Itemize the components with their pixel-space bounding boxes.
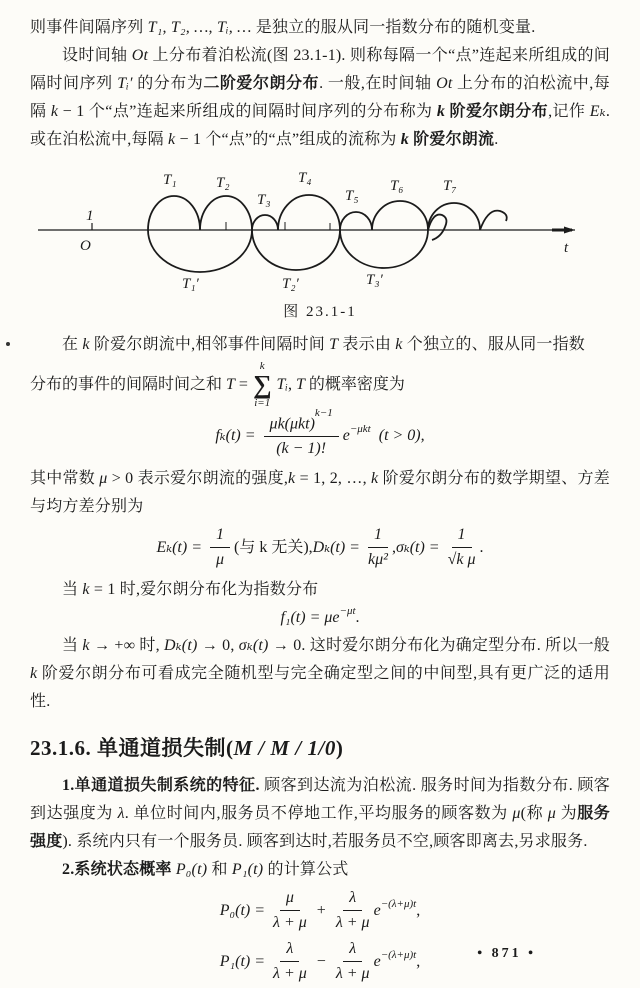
fk-numerator: μk(μkt) bbox=[269, 415, 315, 433]
p1-fraction-1 bbox=[273, 939, 307, 984]
paragraph-loss-system-features: 1.单通道损失制系统的特征. 顾客到达流为泊松流. 服务时间为指数分布. 顾客到达强度为 λ. 单位时间内,服务员不停地工作,平均服务的顾客数为 μ(称 μ 为服务强度). 系统内只有一个服务员. 顾客到达时,若服务员不空,顾客即离去,另求服务. bbox=[30, 777, 610, 851]
paragraph-erlang-flow: 在 k 阶爱尔朗流中,相邻事件间隔时间 T 表示由 k 个独立的、服从同一指数 bbox=[62, 336, 585, 353]
arc-label-t1: T₁ bbox=[163, 172, 177, 188]
p1-lhs: P₁(t) = bbox=[219, 952, 266, 970]
sum-lower-limit: i=1 bbox=[254, 397, 271, 409]
f1-exponent: −μt bbox=[339, 605, 356, 618]
p0-num-1: μ bbox=[280, 888, 300, 911]
p0-e-base: e bbox=[373, 901, 381, 919]
arc-label-t5: T₅ bbox=[345, 188, 359, 204]
p1-e-base: e bbox=[373, 952, 381, 970]
arc-label-t3p: T₃′ bbox=[366, 272, 383, 288]
arc-label-t7: T₇ bbox=[443, 178, 457, 194]
ek-lhs: Eₖ(t) = bbox=[156, 538, 202, 556]
sum-line-prefix: 分布的事件的间隔时间之和 T = bbox=[30, 376, 248, 393]
formula-erlang-density bbox=[30, 407, 610, 459]
scan-speck bbox=[6, 342, 10, 346]
p0-comma: , bbox=[416, 901, 421, 919]
axis-tick-label: 1 bbox=[86, 208, 94, 224]
paragraph-k-infinity: 当 k → +∞ 时, Dₖ(t) → 0, σₖ(t) → 0. 这时爱尔朗分布化为确定型分布. 所以一般 k 阶爱尔朗分布可看成完全随机型与完全确定型之间的中间型,具有更广泛的适用性. bbox=[30, 637, 610, 711]
p1-e-exponent: −(λ+μ)t bbox=[380, 948, 417, 961]
paragraph-k-equals-1: 当 k = 1 时,爱尔朗分布化为指数分布 bbox=[62, 581, 319, 599]
fk-e-base: e bbox=[342, 427, 350, 445]
dk-numerator: 1 bbox=[368, 525, 388, 548]
fk-fraction bbox=[264, 407, 339, 459]
axis-label-t: t bbox=[564, 240, 569, 256]
p1-den-1: λ + μ bbox=[273, 965, 307, 983]
arc-label-t1p: T₁′ bbox=[182, 276, 199, 292]
dk-denominator: kμ² bbox=[368, 551, 388, 569]
p1-den-2: λ + μ bbox=[335, 965, 370, 983]
f1-lhs: f₁(t) = μe bbox=[280, 609, 340, 627]
axis-arrowhead bbox=[564, 227, 575, 234]
sigmak-numerator: 1 bbox=[452, 525, 472, 548]
sum-upper-limit: k bbox=[259, 360, 265, 372]
ek-numerator: 1 bbox=[210, 525, 230, 548]
paragraph-erlang-definition: 设时间轴 Ot 上分布着泊松流(图 23.1-1). 则称每隔一个“点”连起来所组成的间隔时间序列 Tᵢ′ 的分布为二阶爱尔朗分布. 一般,在时间轴 Ot 上分布的泊松流中,每隔 k − 1 个“点”连起来所组成的间隔时间序列的分布称为 k 阶爱尔朗分布,记作 Eₖ. 或在泊松流中,每隔 k − 1 个“点”的“点”组成的流称为 k 阶爱尔朗流. bbox=[30, 47, 611, 148]
p1-minus-operator: − bbox=[316, 952, 326, 970]
upper-interval-arcs bbox=[148, 195, 507, 230]
formula-moments bbox=[30, 525, 610, 570]
ek-fraction bbox=[210, 525, 230, 570]
paragraph-mu-intensity: 其中常数 μ > 0 表示爱尔朗流的强度,k = 1, 2, …, k 阶爱尔朗分布的数学期望、方差与均方差分别为 bbox=[30, 470, 610, 516]
p0-den-1: λ + μ bbox=[273, 914, 307, 932]
moments-separator: , bbox=[391, 538, 396, 556]
paragraph-intervals: 则事件间隔序列 T₁, T₂, …, Tᵢ, … 是独立的服从同一指数分布的随机变量. bbox=[30, 19, 536, 36]
fk-lhs: fₖ(t) = bbox=[215, 427, 256, 445]
moments-period: . bbox=[479, 538, 484, 556]
figure-caption: 图 23.1-1 bbox=[283, 304, 357, 320]
f1-period: . bbox=[355, 609, 360, 627]
sigmak-denominator: √k μ bbox=[447, 551, 476, 569]
arc-label-t3: T₃ bbox=[257, 192, 271, 208]
p1-num-2: λ bbox=[343, 939, 362, 962]
arc-label-t4: T₄ bbox=[298, 170, 312, 186]
summation-symbol bbox=[253, 361, 272, 409]
dk-fraction bbox=[368, 525, 388, 570]
page-number: • 871 • bbox=[477, 946, 536, 961]
p0-e-exponent: −(λ+μ)t bbox=[380, 897, 417, 910]
sigmak-lhs: σₖ(t) = bbox=[395, 538, 440, 556]
p0-den-2: λ + μ bbox=[335, 914, 370, 932]
formula-exponential bbox=[30, 605, 610, 628]
fk-condition: (t > 0), bbox=[378, 427, 425, 445]
p0-lhs: P₀(t) = bbox=[219, 901, 266, 919]
sigmak-fraction bbox=[448, 525, 476, 570]
fk-numerator-exponent: k−1 bbox=[314, 407, 333, 419]
p0-num-2: λ bbox=[343, 888, 362, 911]
section-heading: 23.1.6. 单通道损失制(M / M / 1/0) bbox=[30, 736, 344, 761]
dk-lhs: Dₖ(t) = bbox=[312, 538, 360, 556]
p0-fraction-1 bbox=[273, 888, 307, 933]
ek-note: (与 k 无关), bbox=[234, 538, 313, 556]
sum-line bbox=[30, 361, 610, 409]
arc-label-t2p: T₂′ bbox=[282, 276, 299, 292]
origin-label: O bbox=[80, 238, 91, 254]
formula-p0 bbox=[30, 888, 610, 933]
arc-label-t6: T₆ bbox=[390, 178, 404, 194]
timeline-diagram bbox=[30, 160, 610, 298]
paragraph-state-probabilities: 2.系统状态概率 P₀(t) 和 P₁(t) 的计算公式 bbox=[62, 861, 349, 879]
p1-comma: , bbox=[416, 952, 421, 970]
p1-num-1: λ bbox=[280, 939, 299, 962]
lower-interval-arcs bbox=[148, 215, 446, 272]
arc-label-t2: T₂ bbox=[216, 175, 230, 191]
ek-denominator: μ bbox=[215, 551, 225, 569]
fk-e-exponent: −μkt bbox=[349, 423, 371, 436]
fk-denominator: (k − 1)! bbox=[276, 440, 327, 458]
sigma-glyph: ∑ bbox=[252, 370, 272, 399]
figure-23-1-1 bbox=[30, 160, 610, 321]
sum-line-suffix: Tᵢ, T 的概率密度为 bbox=[276, 376, 405, 393]
p0-plus-operator: + bbox=[316, 901, 326, 919]
p0-fraction-2 bbox=[336, 888, 370, 933]
p1-fraction-2 bbox=[336, 939, 370, 984]
